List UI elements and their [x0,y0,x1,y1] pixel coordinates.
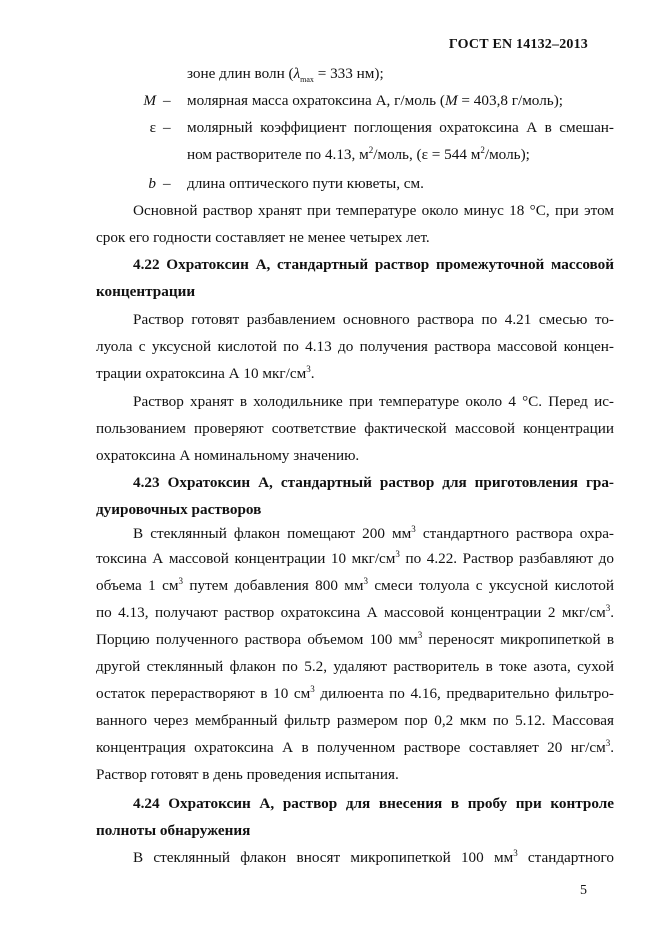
text-run: полноты обнаружения [96,822,251,839]
text-run: Раствор готовят в день проведения испытания. [96,766,399,783]
paragraph-line [96,551,614,566]
paragraph-line [96,230,614,245]
section-heading-line [133,257,614,272]
paragraph-line [96,448,614,463]
standard-number: ГОСТ EN 14132–2013 [448,37,588,52]
superscript: 3 [306,364,311,374]
text-run: остаток перерастворяют в 10 см [96,685,311,702]
text-run: . [310,365,315,382]
definition-dash: – [163,175,171,192]
text-run: = 403,8 г/моль); [457,92,563,109]
text-run: токсина А массовой концентрации 10 мкг/см [96,550,396,567]
text-run: /моль); [484,146,530,163]
paragraph-line [133,850,614,865]
definition-symbol: b [148,175,156,192]
text-run: путем добавления 800 мм [182,577,364,594]
section-heading-line [133,475,614,490]
text-run: объема 1 см [96,577,179,594]
superscript: 3 [417,630,423,640]
paragraph-line [96,767,614,782]
italic-symbol: M [444,92,458,109]
paragraph-line [96,366,614,381]
paragraph-line [96,632,614,647]
text-run: ном растворителе по 4.13, м [187,146,369,163]
superscript: 3 [605,738,611,748]
text-run: В стеклянный флакон вносят микропипеткой 100 мм [133,849,514,866]
definition-text [187,176,424,191]
paragraph-line [133,526,614,541]
text-run: 4.24 Охратоксин А, раствор для внесения в пробу при контроле [133,795,614,812]
superscript: 3 [363,576,369,586]
section-heading-line [133,796,614,811]
paragraph-line [96,421,614,436]
text-run: Основной раствор хранят при температуре около минус 18 °С, при этом [133,202,614,219]
section-heading-line [96,502,614,517]
text-run: луола с уксусной кислотой по 4.13 до получения раствора массовой концен- [96,338,614,355]
text-run: другой стеклянный флакон по 5.2, удаляют растворитель в токе азота, сухой [96,658,614,675]
section-heading-line [96,284,614,299]
text-run: дуировочных растворов [96,501,262,518]
text-run: длина оптического пути кюветы, см. [187,175,424,192]
text-run: по 4.22. Раствор разбавляют до [399,550,614,567]
text-run: пользованием проверяют соответствие фактической массовой концентрации [96,420,614,437]
paragraph-line [96,659,614,674]
text-run: . [610,604,614,621]
definition-symbol: M [143,92,156,109]
text-run: зоне длин волн ( [187,65,294,82]
text-run: 4.23 Охратоксин А, стандартный раствор для приготовления гра- [133,474,614,491]
text-run: . [610,739,614,756]
superscript: 3 [178,576,183,586]
text-run: дилюента по 4.16, предварительно фильтро- [314,685,614,702]
text-run: Раствор готовят разбавлением основного раствора по 4.21 смесью то- [133,311,614,328]
paragraph-line [96,578,614,593]
text-run: переносят микропипеткой в [422,631,614,648]
definition-text [187,120,614,135]
text-run: стандартного [517,849,614,866]
text-run: концентрации [96,283,196,300]
text-run: молярный коэффициент поглощения охратоксина А в смешан- [187,119,614,136]
text-run: срок его годности составляет не менее четырех лет. [96,229,430,246]
superscript: 3 [310,684,315,694]
definition-text [187,93,563,108]
paragraph-line [96,605,614,620]
superscript: 2 [480,145,485,155]
superscript: 3 [411,524,416,534]
section-heading-line [96,823,614,838]
text-run: Раствор хранят в холодильнике при температуре около 4 °С. Перед ис- [133,393,614,410]
text-run: 4.22 Охратоксин А, стандартный раствор промежуточной массовой [133,256,614,273]
text-run: В стеклянный флакон помещают 200 мм [133,525,412,542]
superscript: 3 [513,848,518,858]
paragraph-line [96,686,614,701]
text-run: Порцию полученного раствора объемом 100 мм [96,631,418,648]
text-run: /моль, (ε = 544 м [373,146,481,163]
definition-dash: – [163,119,171,136]
superscript: 2 [368,145,374,155]
paragraph-line [96,713,614,728]
superscript: 3 [605,603,611,613]
text-run: = 333 нм); [313,65,384,82]
subscript: max [300,75,314,85]
paragraph-line [133,394,614,409]
paragraph-line [133,312,614,327]
italic-symbol: λ [293,65,301,82]
paragraph-line [133,203,614,218]
definition-text [187,65,384,85]
text-run: трации охратоксина А 10 мкг/см [96,365,307,382]
paragraph-line [96,339,614,354]
definition-dash: – [163,92,171,109]
definition-symbol: ε [149,119,156,136]
paragraph-line [96,740,614,755]
text-run: по 4.13, получают раствор охратоксина А массовой концентрации 2 мкг/см [96,604,606,621]
page-number: 5 [580,883,587,898]
text-run: смеси толуола с уксусной кислотой [368,577,614,594]
text-run: стандартного раствора охра- [415,525,614,542]
definition-text [187,147,530,162]
text-run: молярная масса охратоксина А, г/моль ( [187,92,445,109]
text-run: концентрация охратоксина А в полученном растворе составляет 20 нг/см [96,739,606,756]
superscript: 3 [395,549,400,559]
text-run: ванного через мембранный фильтр размером пор 0,2 мкм по 5.12. Массовая [96,712,614,729]
text-run: охратоксина А номинальному значению. [96,447,360,464]
